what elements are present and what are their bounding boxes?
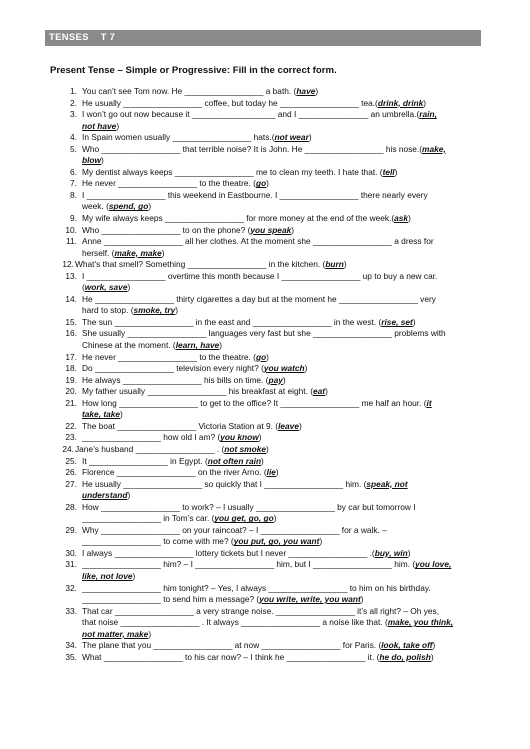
exercise-item [55, 132, 480, 144]
item-text [82, 548, 480, 560]
verb-hint: work, save [84, 282, 128, 293]
verb-hint: he do, polish [379, 651, 431, 662]
item-line [82, 456, 480, 468]
item-line [82, 121, 480, 133]
exercise-item [55, 328, 480, 351]
sentence-text: ) [127, 282, 131, 293]
exercise-item [55, 271, 480, 294]
sentence-text: ) [304, 363, 308, 374]
verb-hint: buy, win [374, 547, 408, 558]
verb-hint: make, you think, [387, 617, 454, 628]
sentence-text: He usually _________________ so quickly that I _________________ him. ( [82, 478, 367, 489]
item-line [82, 640, 480, 652]
item-line [82, 352, 480, 364]
verb-hint: go [255, 351, 267, 362]
verb-hint: smoke, try [133, 305, 176, 316]
sentence-text: How _________________ to work? – I usually _________________ by car but tomorrow I [82, 501, 416, 512]
verb-hint: take, take [82, 409, 121, 420]
item-line [82, 213, 480, 225]
item-number: 32. [65, 582, 77, 593]
item-number: 17. [65, 351, 77, 362]
sentence-text: He _________________ thirty cigarettes a day but at the moment he _________________ very [82, 293, 436, 304]
sentence-text: What _________________ to his car now? – I think he _________________ it. ( [82, 651, 380, 662]
sentence-text: _________________ to come with me? ( [82, 536, 234, 547]
verb-hint: look, take off [381, 640, 433, 651]
item-text [75, 259, 480, 271]
sentence-text: I _________________ overtime this month because I _________________ up to buy a new car. [82, 270, 438, 281]
sentence-text: Who _________________ that terrible noise? It is John. He _________________ his nose.( [82, 143, 423, 154]
exercise-list [55, 86, 480, 663]
sentence-text: ) [298, 420, 302, 431]
item-line [82, 421, 480, 433]
item-number: 26. [65, 467, 77, 478]
item-number: 9. [70, 213, 77, 224]
item-number: 4. [70, 132, 77, 143]
item-line [82, 571, 480, 583]
item-number: 34. [65, 640, 77, 651]
item-line [82, 109, 480, 121]
sentence-text: ) [261, 455, 264, 466]
verb-hint: not smoke [224, 443, 266, 454]
item-number: 1. [70, 86, 77, 96]
item-text [82, 421, 480, 433]
sentence-text: Why _________________ on your raincoat? – I _________________ for a walk. – [82, 524, 387, 535]
item-line [75, 259, 480, 271]
verb-hint: you put, go, you want [233, 536, 320, 547]
exercise-item [55, 167, 480, 179]
item-line [82, 190, 480, 202]
sentence-text: hard to stop. ( [82, 305, 134, 316]
item-line [82, 583, 480, 595]
item-number: 19. [65, 374, 77, 385]
sentence-text: ) [423, 97, 427, 108]
exercise-item [55, 583, 480, 606]
verb-hint: not often rain [207, 455, 262, 466]
sentence-text: I always _________________ lottery tickets but I never _________________ .( [82, 547, 375, 558]
exercise-item [55, 259, 480, 271]
exercise-item [55, 548, 480, 560]
item-text [82, 479, 480, 502]
item-text [82, 640, 480, 652]
sentence-text: My wife always keeps _________________ for more money at the end of the week.( [82, 213, 395, 224]
sentence-text: ) [148, 201, 152, 212]
sentence-text: _________________ him? – I _________________ him, but I _________________ him. ( [82, 559, 416, 570]
sentence-text: ) [116, 120, 120, 131]
sentence-text: _________________ in Tom’s car. ( [82, 513, 215, 524]
sentence-text: He never _________________ to the theatre. ( [82, 178, 256, 189]
item-line [82, 155, 480, 167]
item-number: 23. [65, 432, 77, 443]
item-line [75, 444, 480, 456]
item-text [82, 652, 480, 664]
verb-hint: have [296, 86, 316, 96]
item-text [82, 502, 480, 525]
item-text [82, 432, 480, 444]
item-text [82, 363, 480, 375]
item-text [82, 178, 480, 190]
verb-hint: you watch [263, 363, 305, 374]
sentence-text: that noise _________________ . It always _________________ a noise like that. ( [82, 617, 388, 628]
item-number: 6. [70, 166, 77, 177]
item-line [82, 340, 480, 352]
item-text [82, 86, 480, 98]
item-text [82, 236, 480, 259]
sentence-text: ) [408, 213, 411, 224]
sentence-text: Who _________________ to on the phone? ( [82, 224, 251, 235]
item-number: 18. [65, 363, 77, 374]
sentence-text: The sun _________________ in the east and _________________ in the west. ( [82, 316, 382, 327]
exercise-item [55, 444, 480, 456]
sentence-text: That car _________________ a very strange noise. _________________ it’s all right? – Oh yes, [82, 605, 440, 616]
sentence-text: ) [219, 340, 223, 351]
sentence-text: ) [291, 224, 295, 235]
item-line [82, 398, 480, 410]
item-line [82, 432, 480, 444]
item-number: 7. [70, 178, 77, 189]
sentence-text: week. ( [82, 201, 109, 212]
sentence-text: ) [407, 547, 411, 558]
sentence-text: ) [120, 409, 123, 420]
sentence-text: She usually _________________ languages very fast but she _________________ problems with [82, 328, 446, 339]
item-line [82, 594, 480, 606]
verb-hint: like, not love [82, 570, 133, 581]
item-number: 29. [65, 524, 77, 535]
item-text [82, 144, 480, 167]
exercise-item [55, 294, 480, 317]
item-line [82, 294, 480, 306]
verb-hint: you speak [250, 224, 292, 235]
item-number: 15. [65, 316, 77, 327]
sentence-text: ) [412, 316, 416, 327]
item-number: 22. [65, 420, 77, 431]
item-text [82, 583, 480, 606]
exercise-item [55, 432, 480, 444]
sentence-text: Anne _________________ all her clothes. At the moment she _________________ a dress for [82, 236, 434, 247]
item-text [82, 109, 480, 132]
sentence-text: How long _________________ to get to the office? It _________________ me half an hour. ( [82, 397, 427, 408]
verb-hint: eat [313, 386, 326, 397]
verb-hint: not wear [274, 132, 309, 143]
verb-hint: leave [278, 420, 299, 431]
item-line [82, 328, 480, 340]
item-text [82, 317, 480, 329]
item-line [82, 317, 480, 329]
item-line [82, 167, 480, 179]
item-line [82, 236, 480, 248]
exercise-item [55, 190, 480, 213]
exercise-item [55, 352, 480, 364]
item-number: 13. [65, 270, 77, 281]
verb-hint: tell [382, 166, 395, 177]
sentence-text: ) [360, 594, 364, 605]
sentence-text: ) [325, 386, 328, 397]
sentence-text: ) [394, 166, 398, 177]
item-text [82, 132, 480, 144]
verb-hint: you write, write, you want [259, 594, 361, 605]
exercise-item [55, 213, 480, 225]
item-line [82, 467, 480, 479]
item-line [82, 386, 480, 398]
item-text [82, 190, 480, 213]
item-text [82, 467, 480, 479]
sentence-text: ) [265, 443, 269, 454]
verb-hint: blow [82, 155, 102, 166]
sentence-text: I won’t go out now because it __________________ and I _______________ an umbrella.( [82, 109, 420, 120]
item-text [82, 294, 480, 317]
item-text [82, 375, 480, 387]
sentence-text: herself. ( [82, 247, 115, 258]
item-line [82, 225, 480, 237]
header-label: TENSES T 7 [49, 32, 116, 43]
sentence-text: He never _________________ to the theatre. ( [82, 351, 256, 362]
item-number: 28. [65, 501, 77, 512]
exercise-item [55, 386, 480, 398]
exercise-item [55, 421, 480, 433]
exercise-item [55, 606, 480, 641]
verb-hint: ask [394, 213, 409, 224]
item-text [82, 386, 480, 398]
item-number: 24. [62, 443, 74, 454]
sentence-text: ) [282, 374, 286, 385]
item-line [82, 375, 480, 387]
item-text [82, 456, 480, 468]
item-number: 10. [65, 224, 77, 235]
item-number: 2. [70, 97, 77, 108]
sentence-text: ) [161, 247, 165, 258]
sentence-text: ) [132, 570, 136, 581]
item-text [82, 559, 480, 582]
exercise-item [55, 559, 480, 582]
item-text [82, 606, 480, 641]
sentence-text: ) [308, 132, 312, 143]
exercise-item [55, 502, 480, 525]
sentence-text: He usually _________________ coffee, but today he _________________ tea.( [82, 97, 378, 108]
verb-hint: make, [422, 143, 446, 154]
item-line [82, 178, 480, 190]
exercise-item [55, 225, 480, 237]
verb-hint: drink, drink [377, 97, 424, 108]
item-line [82, 201, 480, 213]
exercise-item [55, 144, 480, 167]
exercise-item [55, 86, 480, 98]
item-number: 25. [65, 455, 77, 466]
item-text [82, 271, 480, 294]
item-number: 27. [65, 478, 77, 489]
sentence-text: ) [258, 432, 262, 443]
item-text [82, 225, 480, 237]
verb-hint: make, make [114, 247, 162, 258]
item-line [82, 490, 480, 502]
item-line [82, 536, 480, 548]
exercise-item [55, 109, 480, 132]
item-text [82, 398, 480, 421]
verb-hint: you get, go, go [214, 513, 274, 524]
item-line [82, 548, 480, 560]
item-line [82, 652, 480, 664]
sentence-text: ) [315, 86, 319, 96]
exercise-item [55, 236, 480, 259]
item-number: 16. [65, 328, 77, 339]
item-line [82, 502, 480, 514]
sentence-text: ) [266, 351, 269, 362]
sentence-text: ) [101, 155, 104, 166]
exercise-item [55, 479, 480, 502]
exercise-item [55, 98, 480, 110]
item-number: 3. [70, 109, 77, 120]
sentence-text: Chinese at the moment. ( [82, 340, 176, 351]
item-line [82, 271, 480, 283]
exercise-item [55, 398, 480, 421]
sentence-text: The plane that you _________________ at now _________________ for Paris. ( [82, 640, 382, 651]
sentence-text: ) [275, 467, 279, 478]
item-line [82, 629, 480, 641]
exercise-item [55, 467, 480, 479]
sentence-text: ( [82, 282, 85, 293]
item-line [82, 86, 480, 98]
verb-hint: lie [266, 467, 276, 478]
sentence-text: _________________ to send him a message? ( [82, 594, 260, 605]
sentence-text: ) [266, 178, 269, 189]
item-line [82, 513, 480, 525]
item-line [82, 479, 480, 491]
verb-hint: rise, set [381, 316, 413, 327]
item-number: 14. [65, 293, 77, 304]
item-number: 20. [65, 386, 77, 397]
verb-hint: spend, go [108, 201, 149, 212]
item-number: 11. [66, 236, 77, 247]
item-number: 31. [65, 559, 77, 570]
sentence-text: ) [273, 513, 277, 524]
sentence-text: ) [127, 490, 131, 501]
sentence-text: You can’t see Tom now. He _________________ a bath. ( [82, 86, 297, 96]
sentence-text: ) [343, 259, 347, 270]
verb-hint: speak, not [366, 478, 408, 489]
item-number: 35. [65, 651, 77, 662]
sentence-text: In Spain women usually _________________ hats.( [82, 132, 275, 143]
sentence-text: The boat _________________ Victoria Station at 9. ( [82, 420, 279, 431]
sentence-text: ) [175, 305, 179, 316]
verb-hint: not have [82, 120, 117, 131]
item-number: 12. [62, 259, 74, 270]
verb-hint: learn, have [175, 340, 220, 351]
sentence-text: Do _________________ television every night? ( [82, 363, 264, 374]
item-number: 8. [70, 189, 77, 200]
item-line [82, 409, 480, 421]
verb-hint: you know [220, 432, 259, 443]
item-line [82, 617, 480, 629]
item-line [82, 559, 480, 571]
sentence-text: What’s that smell? Something _________________ in the kitchen. ( [75, 259, 326, 270]
item-text [82, 352, 480, 364]
sentence-text: _________________ him tonight? – Yes, I always _________________ to him on his birthday. [82, 582, 431, 593]
verb-hint: not matter, make [82, 628, 149, 639]
sentence-text: My dentist always keeps _________________ me to clean my teeth. I hate that. ( [82, 166, 383, 177]
sentence-text: Florence _________________ on the river Arno. ( [82, 467, 267, 478]
item-text [82, 213, 480, 225]
item-line [82, 248, 480, 260]
item-line [82, 363, 480, 375]
item-text [82, 525, 480, 548]
sentence-text: ) [319, 536, 323, 547]
sentence-text: Jane’s husband _________________ . ( [75, 443, 225, 454]
verb-hint: pay [268, 374, 283, 385]
exercise-item [55, 456, 480, 468]
item-text [82, 98, 480, 110]
item-line [82, 144, 480, 156]
item-line [82, 282, 480, 294]
item-number: 33. [65, 605, 77, 616]
item-text [82, 328, 480, 351]
item-line [82, 525, 480, 537]
sentence-text: It _________________ in Egypt. ( [82, 455, 208, 466]
verb-hint: burn [325, 259, 344, 270]
sentence-text: He always _________________ his bills on time. ( [82, 374, 269, 385]
exercise-item [55, 178, 480, 190]
item-line [82, 98, 480, 110]
item-text [75, 444, 480, 456]
item-number: 30. [65, 547, 77, 558]
exercise-item [55, 375, 480, 387]
sentence-text: ) [432, 640, 436, 651]
exercise-item [55, 640, 480, 652]
verb-hint: it [426, 397, 432, 408]
sentence-text: I _________________ this weekend in Eastbourne. I _________________ there nearly every [82, 189, 428, 200]
header-bar [45, 30, 481, 46]
verb-hint: understand [82, 490, 128, 501]
verb-hint: go [255, 178, 267, 189]
item-line [82, 132, 480, 144]
exercise-item [55, 525, 480, 548]
page-title: Present Tense – Simple or Progressive: Fill in the correct form. [50, 65, 337, 76]
sentence-text: _________________ how old I am? ( [82, 432, 221, 443]
item-line [82, 606, 480, 618]
sentence-text: ) [148, 628, 152, 639]
item-number: 5. [70, 143, 77, 154]
exercise-item [55, 317, 480, 329]
verb-hint: rain, [419, 109, 437, 120]
sentence-text: ) [430, 651, 434, 662]
exercise-item [55, 363, 480, 375]
item-number: 21. [65, 397, 77, 408]
item-text [82, 167, 480, 179]
exercise-item [55, 652, 480, 664]
item-line [82, 305, 480, 317]
verb-hint: you love, [415, 559, 452, 570]
sentence-text: My father usually _________________ his breakfast at eight. ( [82, 386, 313, 397]
